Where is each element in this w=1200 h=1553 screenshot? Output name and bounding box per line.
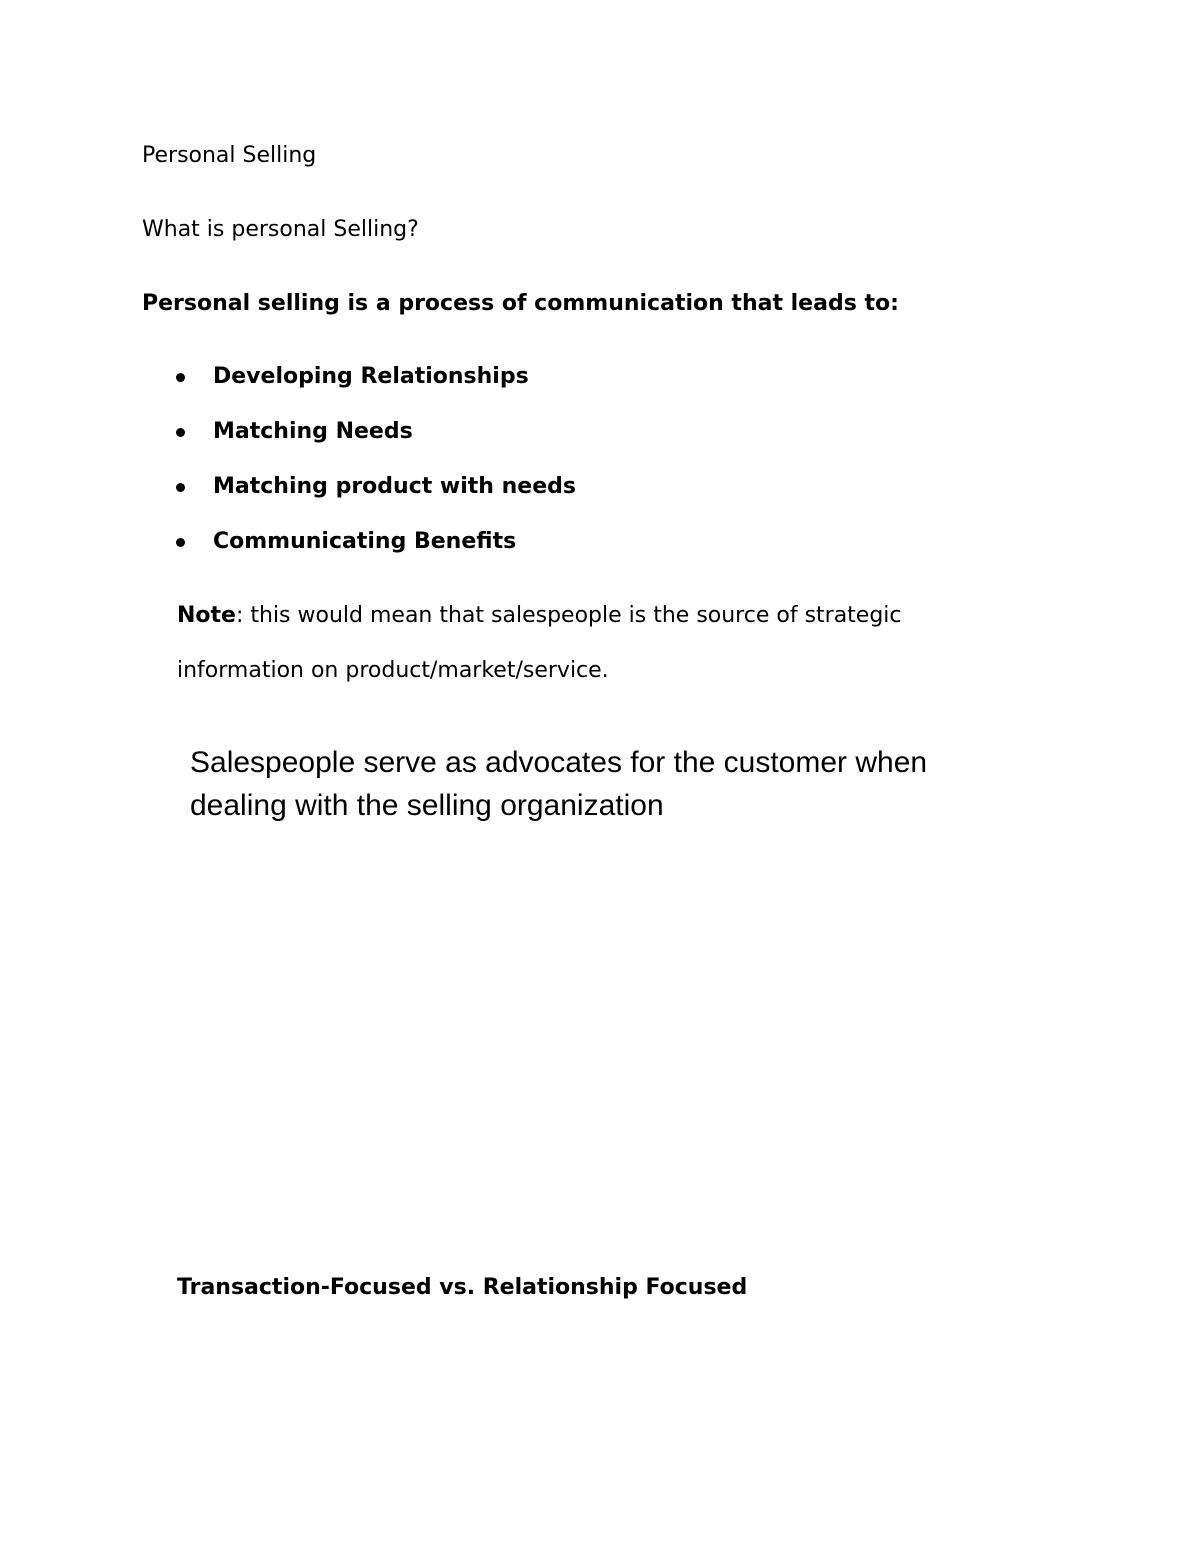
benefits-bullet-list (172, 362, 576, 582)
advocate-callout (190, 741, 1050, 827)
list-item (172, 362, 576, 417)
section-heading: Transaction-Focused vs. Relationship Focused (177, 1275, 748, 1300)
bullet-icon (176, 483, 185, 492)
note-text-line2: information on product/market/service. (177, 658, 609, 683)
list-item (172, 472, 576, 527)
list-item-label: Developing Relationships (213, 364, 529, 389)
note-label: Note (177, 603, 236, 628)
note-text-line1: : this would mean that salespeople is the source of strategic (235, 603, 902, 628)
bullet-icon (176, 373, 185, 382)
question-text: What is personal Selling? (142, 217, 419, 242)
list-item-label: Matching Needs (213, 419, 413, 444)
callout-line1: Salespeople serve as advocates for the customer when (190, 746, 928, 779)
list-item (172, 417, 576, 472)
list-item (172, 527, 576, 582)
note-paragraph-line1 (177, 601, 902, 631)
callout-line2: dealing with the selling organization (190, 789, 664, 822)
bullet-icon (176, 538, 185, 547)
document-title: Personal Selling (142, 143, 317, 168)
definition-text: Personal selling is a process of communication that leads to: (142, 291, 899, 316)
bullet-icon (176, 428, 185, 437)
list-item-label: Communicating Benefits (213, 529, 517, 554)
list-item-label: Matching product with needs (213, 474, 576, 499)
